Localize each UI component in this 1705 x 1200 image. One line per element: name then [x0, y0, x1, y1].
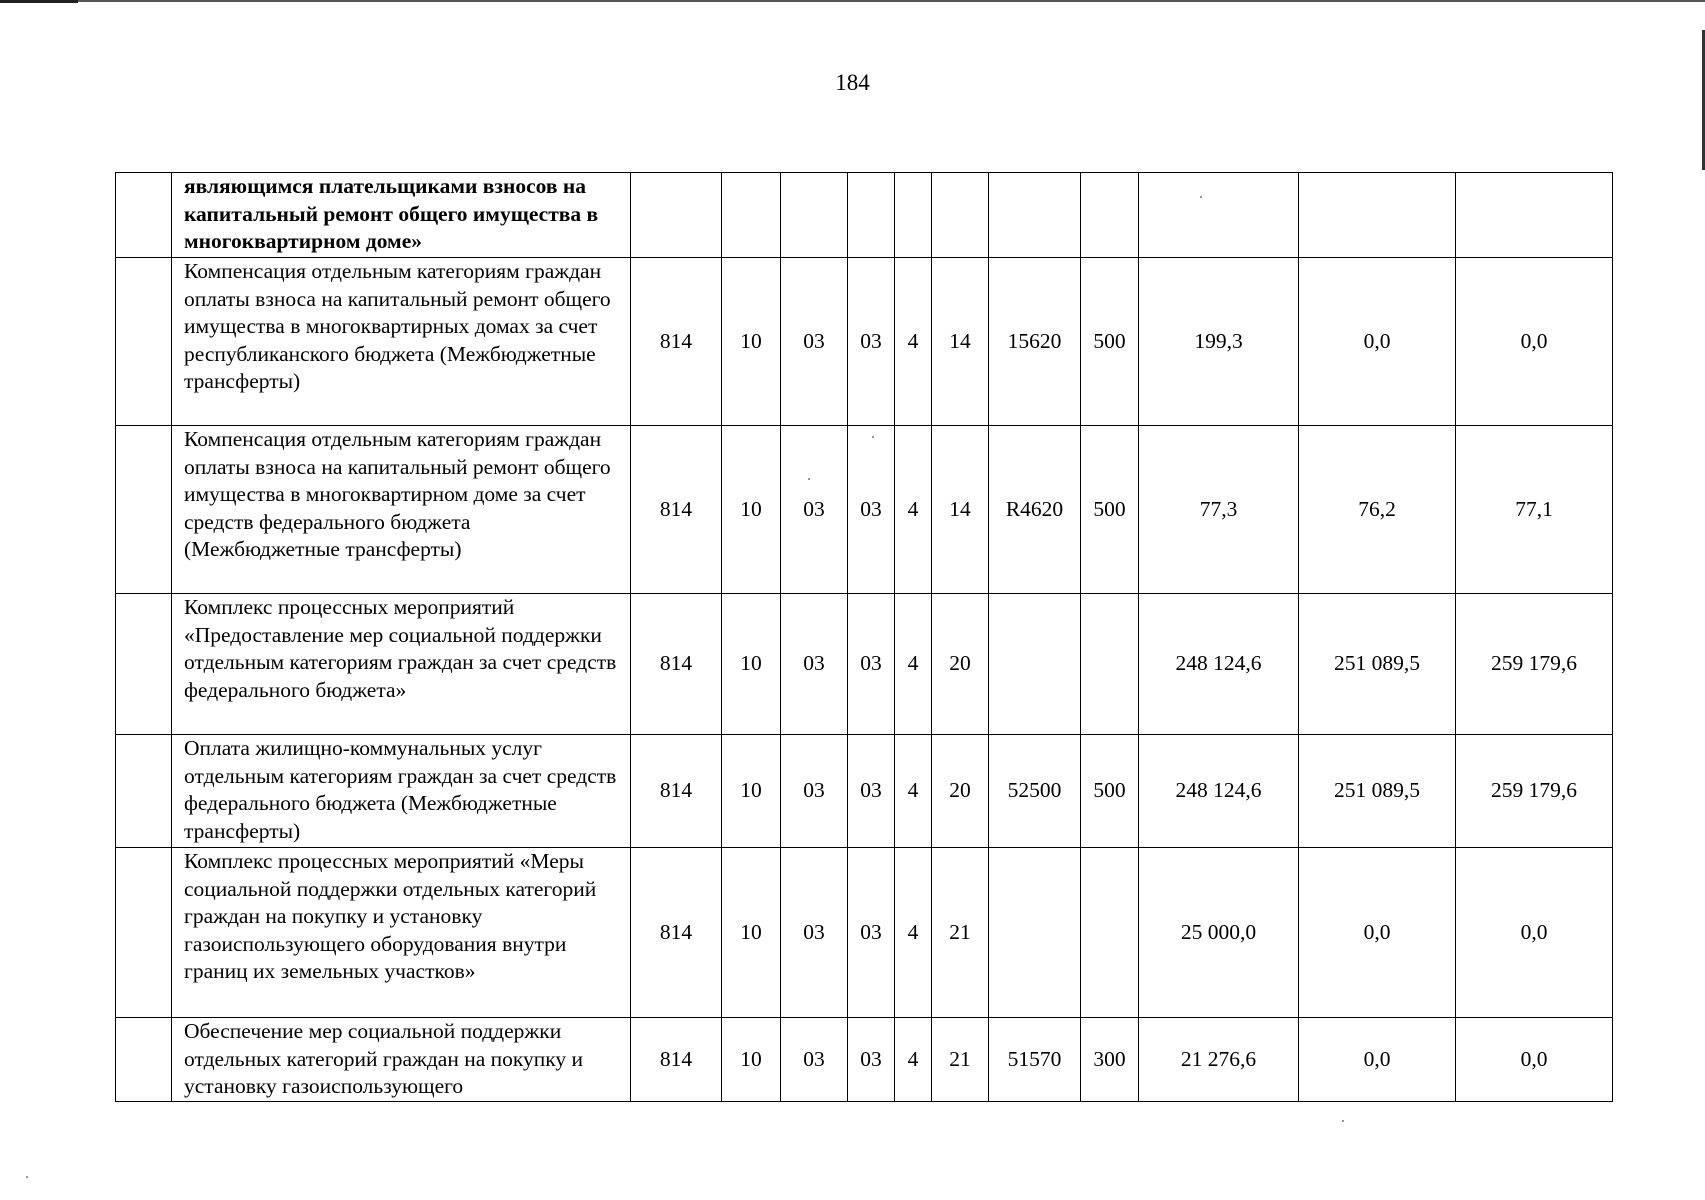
- type-cell: 4: [895, 258, 932, 426]
- table-row: [116, 848, 1613, 1018]
- code-cell: [989, 594, 1081, 735]
- razdel-cell: 10: [722, 426, 781, 594]
- vr-cell: [1081, 848, 1139, 1018]
- amount-2026-cell: 259 179,6: [1456, 594, 1613, 735]
- direction-cell: [932, 173, 989, 258]
- row-name: Компенсация отдельным категориям граждан оплаты взноса на капитальный ремонт общего имущества в многоквартирном доме за счет средств федерального бюджета (Межбюджетные трансферты): [172, 426, 631, 594]
- scan-speck: [872, 436, 874, 438]
- code-cell: [989, 848, 1081, 1018]
- grbs-cell: 814: [631, 258, 722, 426]
- vr-cell: 300: [1081, 1018, 1139, 1102]
- page-number: 184: [835, 70, 870, 95]
- type-cell: 4: [895, 735, 932, 848]
- vr-cell: [1081, 594, 1139, 735]
- type-cell: 4: [895, 1018, 932, 1102]
- podrazdel-cell: 03: [781, 258, 848, 426]
- razdel-cell: 10: [722, 258, 781, 426]
- index-cell: [116, 848, 172, 1018]
- code-cell: 15620: [989, 258, 1081, 426]
- type-cell: 4: [895, 594, 932, 735]
- table-row: [116, 1018, 1613, 1102]
- podrazdel-cell: 03: [781, 848, 848, 1018]
- amount-2026-cell: [1456, 173, 1613, 258]
- index-cell: [116, 594, 172, 735]
- razdel-cell: 10: [722, 848, 781, 1018]
- amount-2024-cell: 25 000,0: [1139, 848, 1299, 1018]
- amount-2026-cell: 259 179,6: [1456, 735, 1613, 848]
- razdel-cell: 10: [722, 735, 781, 848]
- vr-cell: 500: [1081, 426, 1139, 594]
- scan-speck: [1200, 196, 1202, 198]
- amount-2025-cell: 251 089,5: [1299, 735, 1456, 848]
- vr-cell: 500: [1081, 258, 1139, 426]
- index-cell: [116, 426, 172, 594]
- index-cell: [116, 735, 172, 848]
- vr-cell: [1081, 173, 1139, 258]
- row-name: Комплекс процессных мероприятий «Меры социальной поддержки отдельных категорий граждан на покупку и установку газоиспользующего оборудования внутри границ их земельных участков»: [172, 848, 631, 1018]
- table-row: [116, 258, 1613, 426]
- type-cell: 4: [895, 426, 932, 594]
- code-cell: 51570: [989, 1018, 1081, 1102]
- podrazdel-cell: 03: [781, 735, 848, 848]
- direction-cell: 20: [932, 735, 989, 848]
- amount-2025-cell: 251 089,5: [1299, 594, 1456, 735]
- razdel-cell: 10: [722, 1018, 781, 1102]
- amount-2025-cell: 0,0: [1299, 1018, 1456, 1102]
- scan-top-border: [0, 0, 1705, 8]
- index-cell: [116, 258, 172, 426]
- scan-speck: [26, 1176, 28, 1178]
- amount-2024-cell: [1139, 173, 1299, 258]
- amount-2026-cell: 77,1: [1456, 426, 1613, 594]
- direction-cell: 21: [932, 1018, 989, 1102]
- program-cell: 03: [848, 1018, 895, 1102]
- row-name: Комплекс процессных мероприятий «Предоставление мер социальной поддержки отдельным категориям граждан за счет средств федерального бюджета»: [172, 594, 631, 735]
- program-cell: [848, 173, 895, 258]
- amount-2025-cell: 76,2: [1299, 426, 1456, 594]
- amount-2026-cell: 0,0: [1456, 258, 1613, 426]
- grbs-cell: [631, 173, 722, 258]
- scan-speck: [808, 478, 810, 480]
- table-row: [116, 735, 1613, 848]
- program-cell: 03: [848, 426, 895, 594]
- direction-cell: 14: [932, 258, 989, 426]
- index-cell: [116, 173, 172, 258]
- grbs-cell: 814: [631, 735, 722, 848]
- vr-cell: 500: [1081, 735, 1139, 848]
- type-cell: [895, 173, 932, 258]
- amount-2025-cell: 0,0: [1299, 848, 1456, 1018]
- scan-speck: [1342, 1120, 1344, 1122]
- amount-2024-cell: 21 276,6: [1139, 1018, 1299, 1102]
- program-cell: 03: [848, 848, 895, 1018]
- grbs-cell: 814: [631, 848, 722, 1018]
- amount-2026-cell: 0,0: [1456, 1018, 1613, 1102]
- podrazdel-cell: 03: [781, 426, 848, 594]
- row-name: Обеспечение мер социальной поддержки отдельных категорий граждан на покупку и установку газоиспользующего: [172, 1018, 631, 1102]
- direction-cell: 20: [932, 594, 989, 735]
- code-cell: 52500: [989, 735, 1081, 848]
- row-name: Компенсация отдельным категориям граждан оплаты взноса на капитальный ремонт общего имущества в многоквартирных домах за счет республиканского бюджета (Межбюджетные трансферты): [172, 258, 631, 426]
- razdel-cell: 10: [722, 594, 781, 735]
- razdel-cell: [722, 173, 781, 258]
- program-cell: 03: [848, 594, 895, 735]
- amount-2024-cell: 248 124,6: [1139, 735, 1299, 848]
- podrazdel-cell: [781, 173, 848, 258]
- row-name: Оплата жилищно-коммунальных услуг отдельным категориям граждан за счет средств федерального бюджета (Межбюджетные трансферты): [172, 735, 631, 848]
- budget-table: [115, 172, 1613, 1102]
- podrazdel-cell: 03: [781, 1018, 848, 1102]
- grbs-cell: 814: [631, 426, 722, 594]
- table-row: [116, 426, 1613, 594]
- index-cell: [116, 1018, 172, 1102]
- grbs-cell: 814: [631, 1018, 722, 1102]
- amount-2026-cell: 0,0: [1456, 848, 1613, 1018]
- type-cell: 4: [895, 848, 932, 1018]
- code-cell: [989, 173, 1081, 258]
- amount-2025-cell: 0,0: [1299, 258, 1456, 426]
- table-row: [116, 594, 1613, 735]
- row-name: являющимся плательщиками взносов на капитальный ремонт общего имущества в многоквартирном доме»: [172, 173, 631, 258]
- amount-2024-cell: 199,3: [1139, 258, 1299, 426]
- table-row: [116, 173, 1613, 258]
- amount-2025-cell: [1299, 173, 1456, 258]
- direction-cell: 21: [932, 848, 989, 1018]
- program-cell: 03: [848, 735, 895, 848]
- code-cell: R4620: [989, 426, 1081, 594]
- podrazdel-cell: 03: [781, 594, 848, 735]
- direction-cell: 14: [932, 426, 989, 594]
- amount-2024-cell: 248 124,6: [1139, 594, 1299, 735]
- amount-2024-cell: 77,3: [1139, 426, 1299, 594]
- grbs-cell: 814: [631, 594, 722, 735]
- program-cell: 03: [848, 258, 895, 426]
